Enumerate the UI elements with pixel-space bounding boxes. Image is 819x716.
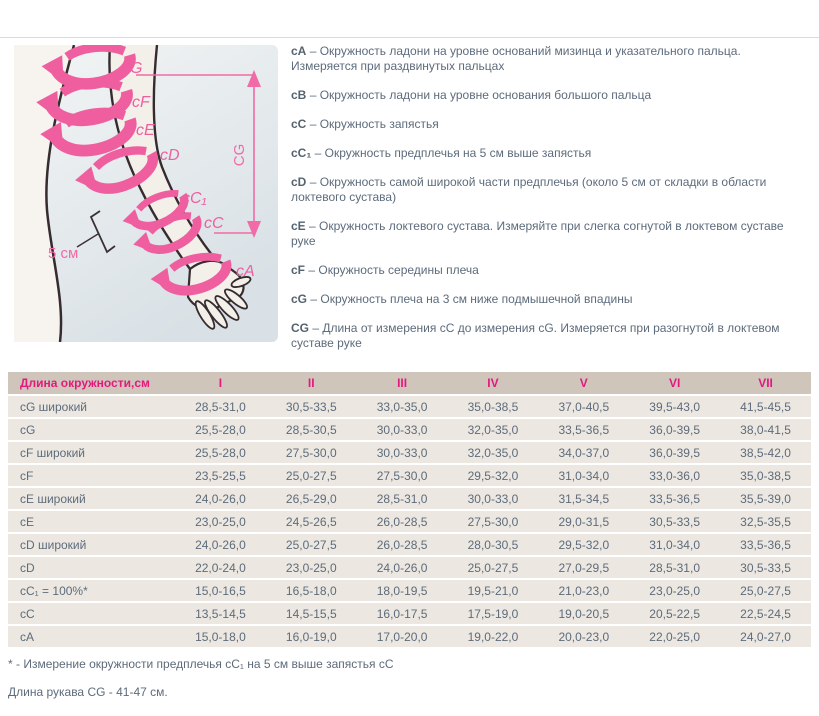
top-divider <box>0 37 819 38</box>
size-range-cell: 30,5-33,5 <box>266 396 357 417</box>
size-range-cell: 21,0-23,0 <box>538 580 629 601</box>
size-range-cell: 14,5-15,5 <box>266 603 357 624</box>
size-table-header-label: Длина окружности,см <box>8 372 175 394</box>
size-range-cell: 19,5-21,0 <box>448 580 539 601</box>
size-range-cell: 27,0-29,5 <box>538 557 629 578</box>
measurement-code: cA <box>291 44 307 58</box>
size-range-cell: 22,5-24,5 <box>720 603 811 624</box>
measurement-text: – Окружность самой широкой части предплечья (около 5 см от складки в области локтевого сустава) <box>291 175 767 204</box>
measurement-code: cB <box>291 88 307 102</box>
size-range-cell: 20,5-22,5 <box>629 603 720 624</box>
size-range-cell: 36,0-39,5 <box>629 419 720 440</box>
measurement-text: – Окружность ладони на уровне основания большого пальца <box>309 88 652 102</box>
footnote-sleeve-length: Длина рукава CG - 41-47 см. <box>8 685 168 699</box>
measurement-row-label: cG широкий <box>8 396 175 417</box>
five-cm-label: 5 см <box>48 245 79 262</box>
size-range-cell: 18,0-19,5 <box>357 580 448 601</box>
size-table-row <box>8 580 811 601</box>
size-table-row <box>8 626 811 647</box>
size-range-cell: 26,0-28,5 <box>357 534 448 555</box>
size-table-row <box>8 557 811 578</box>
measurement-row-label: cC <box>8 603 175 624</box>
size-range-cell: 35,5-39,0 <box>720 488 811 509</box>
size-column-header: VI <box>629 372 720 394</box>
measurement-text: – Окружность середины плеча <box>308 263 479 277</box>
measurement-text: – Окружность предплечья на 5 см выше запястья <box>314 146 592 160</box>
size-range-cell: 19,0-20,5 <box>538 603 629 624</box>
size-column-header: III <box>357 372 448 394</box>
size-range-cell: 13,5-14,5 <box>175 603 266 624</box>
footnote-asterisk: * - Измерение окружности предплечья сС₁ на 5 см выше запястья сС <box>8 657 394 671</box>
size-range-cell: 28,5-31,0 <box>629 557 720 578</box>
size-range-cell: 29,5-32,0 <box>448 465 539 486</box>
measurement-description <box>291 321 805 351</box>
arm-diagram-illustration <box>14 45 278 342</box>
measurement-text: – Окружность ладони на уровне оснований мизинца и указательного пальца. Измеряется при раздвинутых пальцах <box>291 44 741 73</box>
band-label-cE: cE <box>136 122 155 139</box>
size-range-cell: 38,0-41,5 <box>720 419 811 440</box>
size-range-cell: 24,0-26,0 <box>357 557 448 578</box>
arm-measurement-diagram <box>14 45 278 342</box>
size-range-cell: 31,0-34,0 <box>629 534 720 555</box>
cg-length-label: CG <box>231 143 248 167</box>
measurement-code: CG <box>291 321 309 335</box>
size-range-cell: 33,0-35,0 <box>357 396 448 417</box>
measurement-description <box>291 263 805 278</box>
size-range-cell: 31,5-34,5 <box>538 488 629 509</box>
size-table-header-row <box>8 372 811 394</box>
measurement-description <box>291 146 805 161</box>
measurement-row-label: cD широкий <box>8 534 175 555</box>
size-range-cell: 36,0-39,5 <box>629 442 720 463</box>
size-range-cell: 16,0-19,0 <box>266 626 357 647</box>
size-range-cell: 30,5-33,5 <box>629 511 720 532</box>
measurement-code: cC₁ <box>291 146 312 160</box>
size-range-cell: 30,5-33,5 <box>720 557 811 578</box>
measurement-code: cD <box>291 175 307 189</box>
size-range-cell: 26,5-29,0 <box>266 488 357 509</box>
band-label-cC: cC <box>204 215 224 232</box>
size-range-cell: 32,5-35,5 <box>720 511 811 532</box>
measurement-code: cG <box>291 292 308 306</box>
measurement-description <box>291 292 805 307</box>
size-range-cell: 31,0-34,0 <box>538 465 629 486</box>
size-range-cell: 26,0-28,5 <box>357 511 448 532</box>
size-range-cell: 38,5-42,0 <box>720 442 811 463</box>
measurement-description <box>291 117 805 132</box>
measurement-row-label: cF <box>8 465 175 486</box>
size-range-cell: 24,5-26,5 <box>266 511 357 532</box>
size-range-cell: 15,0-18,0 <box>175 626 266 647</box>
size-range-cell: 35,0-38,5 <box>720 465 811 486</box>
band-label-cD: cD <box>160 147 180 164</box>
size-table-row <box>8 534 811 555</box>
size-range-cell: 27,5-30,0 <box>357 465 448 486</box>
size-range-cell: 33,5-36,5 <box>629 488 720 509</box>
size-range-cell: 33,5-36,5 <box>538 419 629 440</box>
measurement-row-label: cC₁ = 100%* <box>8 580 175 601</box>
size-range-cell: 25,0-27,5 <box>266 534 357 555</box>
size-table-row <box>8 511 811 532</box>
size-table-row <box>8 488 811 509</box>
band-label-cA: cA <box>236 263 255 280</box>
measurement-text: – Окружность запястья <box>309 117 439 131</box>
size-table-row <box>8 465 811 486</box>
band-label-cF: cF <box>132 94 150 111</box>
size-column-header: V <box>538 372 629 394</box>
measurement-code: cE <box>291 219 306 233</box>
size-range-cell: 15,0-16,5 <box>175 580 266 601</box>
size-range-cell: 25,0-27,5 <box>448 557 539 578</box>
measurement-description <box>291 44 805 74</box>
size-range-cell: 16,5-18,0 <box>266 580 357 601</box>
size-range-cell: 28,5-31,0 <box>357 488 448 509</box>
measurement-row-label: cD <box>8 557 175 578</box>
size-range-cell: 37,0-40,5 <box>538 396 629 417</box>
size-range-cell: 27,5-30,0 <box>448 511 539 532</box>
size-table-row <box>8 442 811 463</box>
measurement-description <box>291 88 805 103</box>
size-range-cell: 20,0-23,0 <box>538 626 629 647</box>
size-range-cell: 25,5-28,0 <box>175 442 266 463</box>
size-table <box>8 370 811 649</box>
size-range-cell: 22,0-25,0 <box>629 626 720 647</box>
measurement-row-label: cF широкий <box>8 442 175 463</box>
measurement-text: – Окружность плеча на 3 см ниже подмышечной впадины <box>310 292 633 306</box>
size-range-cell: 17,0-20,0 <box>357 626 448 647</box>
size-range-cell: 24,0-26,0 <box>175 488 266 509</box>
band-label-cG: cG <box>122 60 143 77</box>
size-range-cell: 41,5-45,5 <box>720 396 811 417</box>
measurement-row-label: cE широкий <box>8 488 175 509</box>
measurement-description <box>291 219 805 249</box>
size-range-cell: 32,0-35,0 <box>448 442 539 463</box>
size-range-cell: 19,0-22,0 <box>448 626 539 647</box>
size-range-cell: 24,0-27,0 <box>720 626 811 647</box>
measurement-text: – Окружность локтевого сустава. Измеряйте при слегка согнутой в локтевом суставе руке <box>291 219 784 248</box>
measurement-row-label: cG <box>8 419 175 440</box>
size-column-header: I <box>175 372 266 394</box>
size-range-cell: 29,5-32,0 <box>538 534 629 555</box>
size-range-cell: 30,0-33,0 <box>448 488 539 509</box>
size-range-cell: 34,0-37,0 <box>538 442 629 463</box>
measurement-row-label: cE <box>8 511 175 532</box>
size-table-row <box>8 419 811 440</box>
size-range-cell: 30,0-33,0 <box>357 442 448 463</box>
size-range-cell: 29,0-31,5 <box>538 511 629 532</box>
measurement-text: – Длина от измерения сС до измерения сG. Измеряется при разогнутой в локтевом суставе руке <box>291 321 780 350</box>
size-range-cell: 22,0-24,0 <box>175 557 266 578</box>
size-table-row <box>8 396 811 417</box>
size-range-cell: 39,5-43,0 <box>629 396 720 417</box>
size-column-header: II <box>266 372 357 394</box>
size-range-cell: 33,0-36,0 <box>629 465 720 486</box>
size-range-cell: 25,0-27,5 <box>720 580 811 601</box>
size-range-cell: 30,0-33,0 <box>357 419 448 440</box>
size-range-cell: 28,0-30,5 <box>448 534 539 555</box>
measurement-descriptions <box>291 44 805 365</box>
band-label-cC1: cC₁ <box>182 190 207 207</box>
size-column-header: IV <box>448 372 539 394</box>
size-table-body <box>8 396 811 647</box>
size-range-cell: 23,0-25,0 <box>629 580 720 601</box>
size-range-cell: 25,0-27,5 <box>266 465 357 486</box>
size-table-wrap <box>8 370 811 649</box>
size-range-cell: 35,0-38,5 <box>448 396 539 417</box>
measurement-row-label: cA <box>8 626 175 647</box>
size-range-cell: 23,0-25,0 <box>266 557 357 578</box>
footnotes <box>8 657 708 713</box>
size-range-cell: 27,5-30,0 <box>266 442 357 463</box>
measurement-code: cC <box>291 117 307 131</box>
size-range-cell: 23,0-25,0 <box>175 511 266 532</box>
size-range-cell: 16,0-17,5 <box>357 603 448 624</box>
size-range-cell: 23,5-25,5 <box>175 465 266 486</box>
size-column-header: VII <box>720 372 811 394</box>
measurement-description <box>291 175 805 205</box>
size-range-cell: 25,5-28,0 <box>175 419 266 440</box>
measurement-code: cF <box>291 263 306 277</box>
size-range-cell: 28,5-31,0 <box>175 396 266 417</box>
size-table-row <box>8 603 811 624</box>
size-range-cell: 28,5-30,5 <box>266 419 357 440</box>
size-range-cell: 24,0-26,0 <box>175 534 266 555</box>
size-range-cell: 32,0-35,0 <box>448 419 539 440</box>
size-range-cell: 33,5-36,5 <box>720 534 811 555</box>
size-range-cell: 17,5-19,0 <box>448 603 539 624</box>
